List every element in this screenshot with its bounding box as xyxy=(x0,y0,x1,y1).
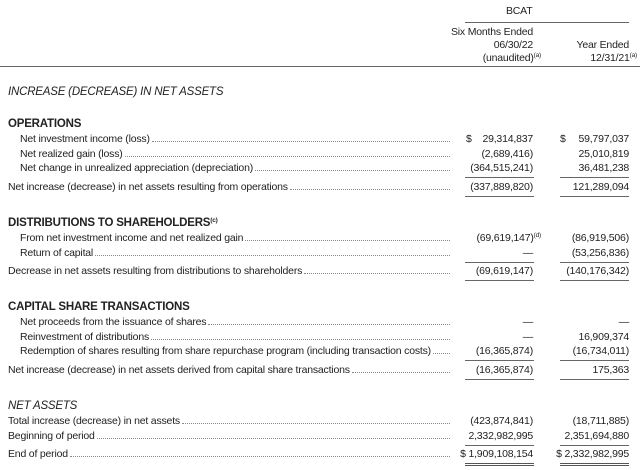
value-text: 2,332,982,995 xyxy=(468,429,533,442)
section-heading-text: CAPITAL SHARE TRANSACTIONS xyxy=(8,301,190,313)
section-footnote: (c) xyxy=(210,217,218,224)
row-label xyxy=(8,430,450,442)
subtotal-underline xyxy=(560,445,629,446)
row-label xyxy=(20,148,450,160)
value-text: $ 1,909,108,154 xyxy=(460,448,533,460)
value-six-months xyxy=(476,265,533,277)
value-text: — xyxy=(522,316,533,328)
section-heading xyxy=(8,400,77,412)
value-text: (16,365,874) xyxy=(475,345,533,357)
row-label xyxy=(20,133,450,145)
value-year-ended: (53,256,836) xyxy=(571,246,629,259)
table-row xyxy=(0,232,640,246)
value-six-months xyxy=(523,316,533,328)
subtotal-underline xyxy=(560,379,629,380)
subtotal-underline xyxy=(560,196,629,197)
section-heading xyxy=(8,118,81,130)
value-six-months xyxy=(460,448,533,460)
dollar-sign: $ xyxy=(466,133,472,145)
row-label-text: Net increase (decrease) in net assets resulting from operations xyxy=(8,180,288,193)
col1-unaudited: (unaudited) xyxy=(482,52,534,64)
table-row xyxy=(0,331,640,345)
value-text: (69,619,147) xyxy=(475,265,533,277)
table-row xyxy=(0,133,640,147)
value-year-ended: (86,919,506) xyxy=(571,232,629,244)
col1-footnote: (a) xyxy=(533,52,541,59)
value-six-months xyxy=(470,162,533,174)
value-year-ended: — xyxy=(618,316,629,328)
col2-footnote: (a) xyxy=(629,52,637,59)
dot-leader xyxy=(182,423,450,424)
value-year-ended: 175,363 xyxy=(592,363,629,376)
value-six-months xyxy=(523,247,533,259)
value-year-ended: 59,797,037 xyxy=(578,133,629,145)
value-six-months xyxy=(468,430,533,442)
table-row xyxy=(0,364,640,378)
value-six-months xyxy=(481,148,533,160)
row-label-text: Total increase (decrease) in net assets xyxy=(8,415,180,427)
row-label-text: Net proceeds from the issuance of shares xyxy=(20,316,207,328)
subtotal-underline xyxy=(560,177,629,178)
col1-header-line3 xyxy=(483,52,541,64)
row-label-text: Net change in unrealized appreciation (depreciation) xyxy=(20,162,254,174)
value-six-months xyxy=(476,232,541,244)
section-heading xyxy=(8,217,218,229)
table-row xyxy=(0,247,640,261)
value-text: — xyxy=(522,330,533,343)
table-row xyxy=(0,448,640,462)
value-text: (337,889,820) xyxy=(470,180,533,193)
row-label xyxy=(8,448,450,460)
dot-leader xyxy=(245,240,450,241)
subtotal-underline xyxy=(465,262,534,263)
statement-title: INCREASE (DECREASE) IN NET ASSETS xyxy=(8,86,224,98)
subtotal-underline xyxy=(560,280,629,281)
col2-header-line2 xyxy=(590,52,637,64)
fund-name: BCAT xyxy=(506,5,533,17)
value-footnote: (d) xyxy=(533,232,541,239)
table-row xyxy=(0,345,640,359)
double-underline xyxy=(465,463,534,466)
value-six-months xyxy=(476,364,533,376)
section-heading xyxy=(8,301,190,313)
col2-date: 12/31/21 xyxy=(590,52,630,64)
value-six-months xyxy=(476,345,533,357)
table-row xyxy=(0,316,640,330)
row-label-text: Net investment income (loss) xyxy=(20,133,150,145)
dot-leader xyxy=(304,273,450,274)
row-label-text: Beginning of period xyxy=(8,429,95,442)
row-label xyxy=(20,345,450,357)
value-text: (423,874,841) xyxy=(470,415,533,427)
subtotal-underline xyxy=(560,360,629,361)
dollar-sign: $ xyxy=(560,133,566,145)
subtotal-underline xyxy=(465,360,534,361)
dot-leader xyxy=(95,255,450,256)
col1-header-line2: 06/30/22 xyxy=(493,39,533,51)
value-six-months xyxy=(470,181,533,193)
table-row xyxy=(0,181,640,195)
subtotal-underline xyxy=(560,262,629,263)
dot-leader xyxy=(352,372,450,373)
row-label xyxy=(8,265,450,277)
row-label-text: End of period xyxy=(8,448,68,460)
fund-header-rule xyxy=(465,22,629,23)
value-year-ended: (140,176,342) xyxy=(566,265,629,277)
dot-leader xyxy=(151,339,450,340)
row-label-text: Net increase (decrease) in net assets derived from capital share transactions xyxy=(8,363,350,376)
row-label xyxy=(20,331,450,343)
row-label-text: Net realized gain (loss) xyxy=(20,147,123,160)
row-label-text: From net investment income and net realized gain xyxy=(20,232,244,244)
subtotal-underline xyxy=(465,177,534,178)
value-year-ended: 2,351,694,880 xyxy=(564,429,629,442)
row-label xyxy=(20,316,450,328)
subtotal-underline xyxy=(465,196,534,197)
value-year-ended: 25,010,819 xyxy=(578,147,629,160)
value-year-ended: 121,289,094 xyxy=(572,180,629,193)
dot-leader xyxy=(290,189,450,190)
section-heading-text: OPERATIONS xyxy=(8,118,82,130)
value-six-months xyxy=(523,331,533,343)
table-row xyxy=(0,415,640,429)
value-year-ended: 36,481,238 xyxy=(578,162,629,174)
table-row xyxy=(0,148,640,162)
row-label xyxy=(8,415,450,427)
value-year-ended: (18,711,885) xyxy=(572,415,629,427)
header-rule xyxy=(0,66,640,67)
value-six-months xyxy=(470,415,533,427)
value-year-ended: (16,734,011) xyxy=(572,345,629,357)
row-label-text: Return of capital xyxy=(20,246,94,259)
value-text: — xyxy=(522,246,533,259)
subtotal-underline xyxy=(465,379,534,380)
section-heading-text: DISTRIBUTIONS TO SHAREHOLDERS xyxy=(8,217,211,229)
table-row xyxy=(0,265,640,279)
dot-leader xyxy=(97,438,450,439)
value-text: (364,515,241) xyxy=(470,162,533,174)
row-label-text: Redemption of shares resulting from share repurchase program (including transaction costs) xyxy=(20,345,431,357)
col2-header-line1: Year Ended xyxy=(576,39,629,51)
row-label-text: Reinvestment of distributions xyxy=(20,330,150,343)
subtotal-underline xyxy=(465,445,534,446)
dot-leader xyxy=(125,156,450,157)
value-text: (2,689,416) xyxy=(481,147,533,160)
row-label xyxy=(20,162,450,174)
value-year-ended: 16,909,374 xyxy=(578,330,629,343)
dot-leader xyxy=(70,456,450,457)
value-year-ended: $ 2,332,982,995 xyxy=(556,448,629,460)
row-label xyxy=(8,364,450,376)
section-heading-text: NET ASSETS xyxy=(8,400,78,412)
row-label xyxy=(8,181,450,193)
value-text: 29,314,837 xyxy=(482,133,533,145)
col1-header-line1: Six Months Ended xyxy=(450,26,533,38)
row-label-text: Decrease in net assets resulting from distributions to shareholders xyxy=(8,265,303,277)
row-label xyxy=(20,232,450,244)
dot-leader xyxy=(208,324,450,325)
value-text: (69,619,147) xyxy=(476,232,534,244)
row-label xyxy=(20,247,450,259)
table-row xyxy=(0,162,640,176)
dot-leader xyxy=(433,353,450,354)
table-row xyxy=(0,430,640,444)
dot-leader xyxy=(255,170,450,171)
dot-leader xyxy=(152,141,450,142)
value-text: (16,365,874) xyxy=(475,363,533,376)
subtotal-underline xyxy=(465,280,534,281)
value-six-months xyxy=(482,133,533,145)
double-underline xyxy=(560,463,629,466)
